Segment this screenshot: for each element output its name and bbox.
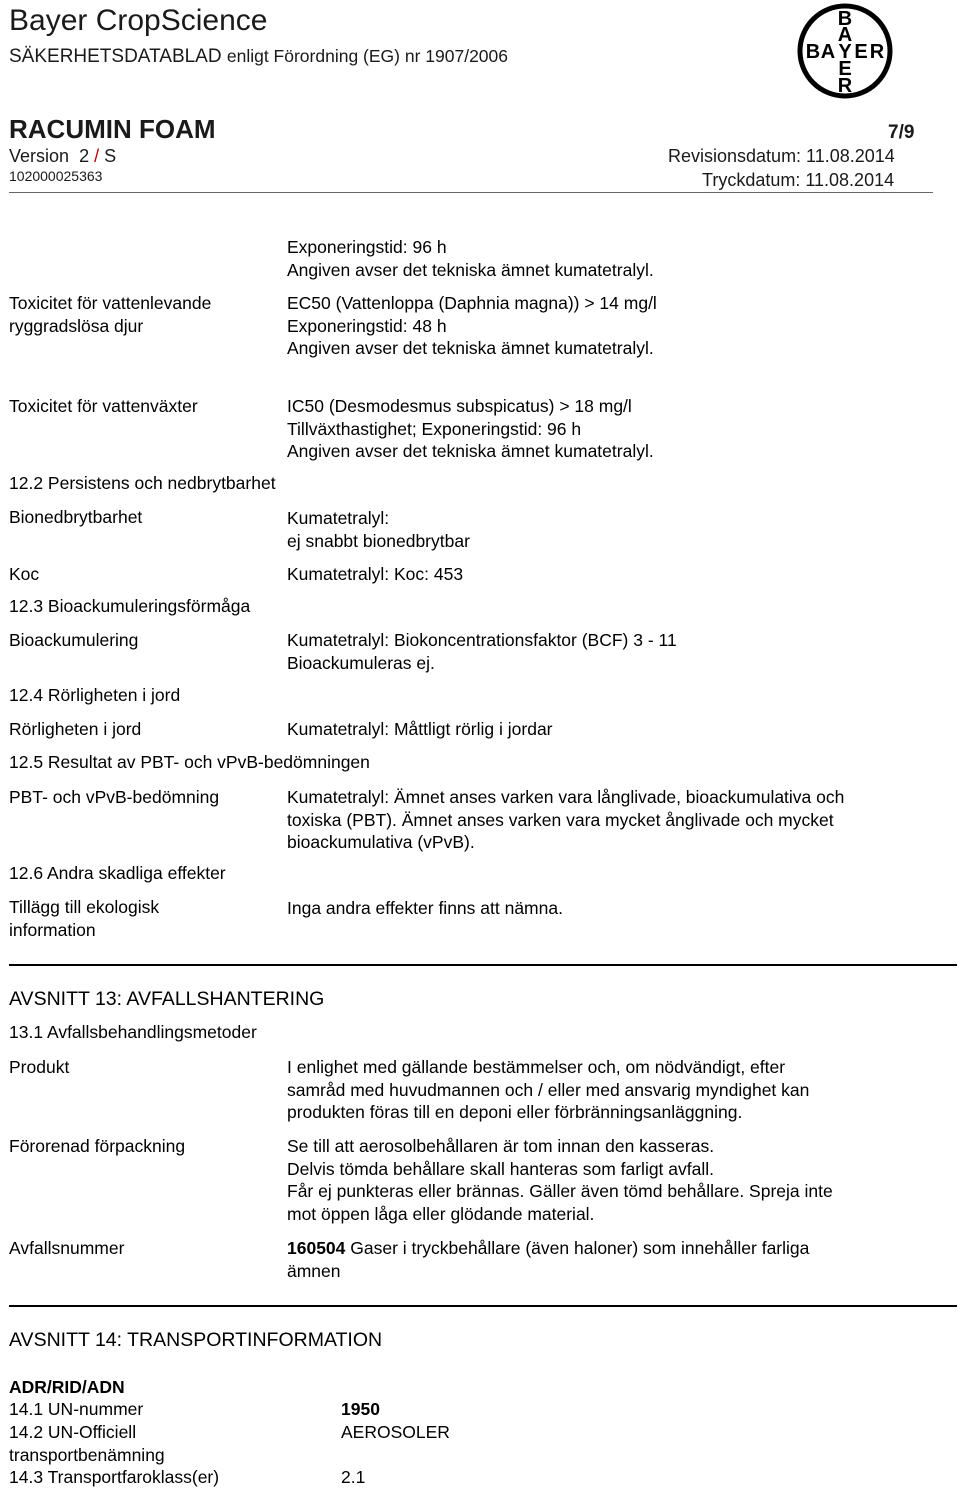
regulation: enligt Förordning (EG) nr 1907/2006	[226, 46, 508, 66]
document-number: 102000025363	[9, 168, 103, 184]
pbt-value	[287, 786, 844, 854]
product-disposal-label: Produkt	[9, 1057, 70, 1077]
koc-label: Koc	[9, 564, 40, 584]
svg-text:R: R	[837, 75, 853, 97]
value-line: Delvis tömda behållare skall hanteras som farligt avfall.	[287, 1158, 714, 1179]
toxicity-plants-label: Toxicitet för vattenväxter	[9, 396, 198, 416]
bayer-logo	[797, 3, 893, 99]
section-13-1-heading: 13.1 Avfallsbehandlingsmetoder	[9, 1022, 257, 1042]
mobility-value: Kumatetralyl: Måttligt rörlig i jordar	[287, 719, 553, 739]
un-number-value: 1950	[341, 1399, 380, 1419]
mobility-label: Rörligheten i jord	[9, 719, 142, 739]
svg-text:B: B	[837, 8, 853, 30]
doc-type: SÄKERHETSDATABLAD	[9, 46, 222, 67]
svg-text:B: B	[805, 41, 821, 63]
product-disposal-value	[287, 1056, 809, 1124]
exposure-lines	[287, 236, 654, 281]
substance-note: Angiven avser det tekniska ämnet kumatetralyl.	[287, 259, 654, 280]
toxicity-invertebrates-value	[287, 292, 657, 360]
value-line: produkten föras till en deponi eller förbränningsanläggning.	[287, 1102, 743, 1122]
label-line: Toxicitet för vattenlevande	[9, 293, 212, 313]
svg-text:E: E	[838, 58, 852, 80]
koc-value: Kumatetralyl: Koc: 453	[287, 564, 464, 584]
section-12-4-heading: 12.4 Rörligheten i jord	[9, 685, 181, 705]
section-divider	[9, 964, 957, 966]
value-line: ej snabbt bionedbrytbar	[287, 530, 470, 551]
value-line: Tillväxthastighet; Exponeringstid: 96 h	[287, 418, 582, 439]
section-12-5-heading: 12.5 Resultat av PBT- och vPvB-bedömningen	[9, 752, 370, 772]
ecological-info-value: Inga andra effekter finns att nämna.	[287, 898, 563, 918]
value-line: toxiska (PBT). Ämnet anses varken vara mycket ånglivade och mycket	[287, 809, 834, 830]
value-line: Får ej punkteras eller brännas. Gäller även tömd behållare. Spreja inte	[287, 1181, 833, 1201]
value-line: Kumatetralyl: Ämnet anses varken vara långlivade, bioackumulativa och	[287, 787, 845, 807]
version-label: Version	[9, 146, 70, 166]
value-line: EC50 (Vattenloppa (Daphnia magna)) > 14 mg/l	[287, 293, 657, 313]
bioaccumulation-label: Bioackumulering	[9, 630, 139, 650]
packaging-label: Förorenad förpackning	[9, 1136, 186, 1156]
pbt-label: PBT- och vPvB-bedömning	[9, 787, 220, 807]
value-line	[287, 1237, 809, 1260]
section-14-heading: AVSNITT 14: TRANSPORTINFORMATION	[9, 1329, 383, 1351]
transport-mode: ADR/RID/ADN	[9, 1377, 125, 1397]
bioaccumulation-value	[287, 629, 677, 674]
value-line: Bioackumuleras ej.	[287, 652, 435, 673]
shipping-name-value: AEROSOLER	[341, 1422, 450, 1442]
packaging-value	[287, 1135, 833, 1225]
version-suffix: S	[104, 146, 117, 166]
document-title	[9, 45, 508, 68]
toxicity-plants-value	[287, 395, 654, 463]
value-line: ämnen	[287, 1260, 341, 1281]
biodegradability-label: Bionedbrytbarhet	[9, 507, 143, 527]
waste-description: Gaser i tryckbehållare (även haloner) som innehåller farliga	[345, 1238, 810, 1258]
section-13-heading: AVSNITT 13: AVFALLSHANTERING	[9, 988, 325, 1010]
value-line: Angiven avser det tekniska ämnet kumatetralyl.	[287, 441, 654, 461]
label-line: transportbenämning	[9, 1444, 165, 1465]
label-line: ryggradslösa djur	[9, 315, 144, 336]
waste-code-value	[287, 1237, 809, 1282]
product-name: RACUMIN FOAM	[9, 114, 216, 144]
toxicity-invertebrates-label	[9, 292, 211, 337]
version-line	[9, 146, 116, 166]
value-line: Angiven avser det tekniska ämnet kumatetralyl.	[287, 338, 654, 358]
section-12-2-heading: 12.2 Persistens och nedbrytbarhet	[9, 473, 276, 493]
version-separator: /	[94, 146, 100, 166]
waste-code: 160504	[287, 1238, 346, 1258]
value-line: samråd med huvudmannen och / eller med ansvarig myndighet kan	[287, 1079, 810, 1100]
value-line: Kumatetralyl:	[287, 508, 390, 528]
un-number-label: 14.1 UN-nummer	[9, 1399, 144, 1419]
exposure-time: Exponeringstid: 96 h	[287, 237, 447, 257]
page-number: 7/9	[888, 122, 915, 143]
waste-code-label: Avfallsnummer	[9, 1238, 125, 1258]
ecological-info-label	[9, 896, 159, 941]
value-line: bioackumulativa (vPvB).	[287, 832, 475, 852]
hazard-class-value: 2.1	[341, 1467, 366, 1487]
value-line: Exponeringstid: 48 h	[287, 315, 447, 336]
value-line: IC50 (Desmodesmus subspicatus) > 18 mg/l	[287, 396, 632, 416]
revision-date: Revisionsdatum: 11.08.2014	[668, 146, 895, 166]
company-name: Bayer CropScience	[9, 4, 268, 37]
value-line: Kumatetralyl: Biokoncentrationsfaktor (BCF) 3 - 11	[287, 630, 677, 650]
hazard-class-label: 14.3 Transportfaroklass(er)	[9, 1467, 220, 1487]
version-value: 2	[79, 146, 90, 166]
section-12-6-heading: 12.6 Andra skadliga effekter	[9, 863, 226, 883]
shipping-name-label	[9, 1421, 165, 1466]
label-line: Tillägg till ekologisk	[9, 897, 160, 917]
svg-text:E: E	[854, 41, 868, 63]
section-divider	[9, 1305, 957, 1307]
label-line: 14.2 UN-Officiell	[9, 1422, 137, 1442]
value-line: mot öppen låga eller glödande material.	[287, 1203, 595, 1224]
print-date: Tryckdatum: 11.08.2014	[702, 170, 895, 190]
header-divider	[9, 192, 933, 193]
value-line: I enlighet med gällande bestämmelser och, om nödvändigt, efter	[287, 1057, 786, 1077]
value-line: Se till att aerosolbehållaren är tom innan den kasseras.	[287, 1136, 715, 1156]
svg-text:Y: Y	[838, 41, 852, 63]
svg-text:A: A	[837, 24, 853, 46]
svg-text:A: A	[820, 41, 836, 63]
biodegradability-value	[287, 507, 470, 552]
label-line: information	[9, 919, 96, 940]
svg-text:R: R	[869, 41, 885, 63]
section-12-3-heading: 12.3 Bioackumuleringsförmåga	[9, 596, 251, 616]
